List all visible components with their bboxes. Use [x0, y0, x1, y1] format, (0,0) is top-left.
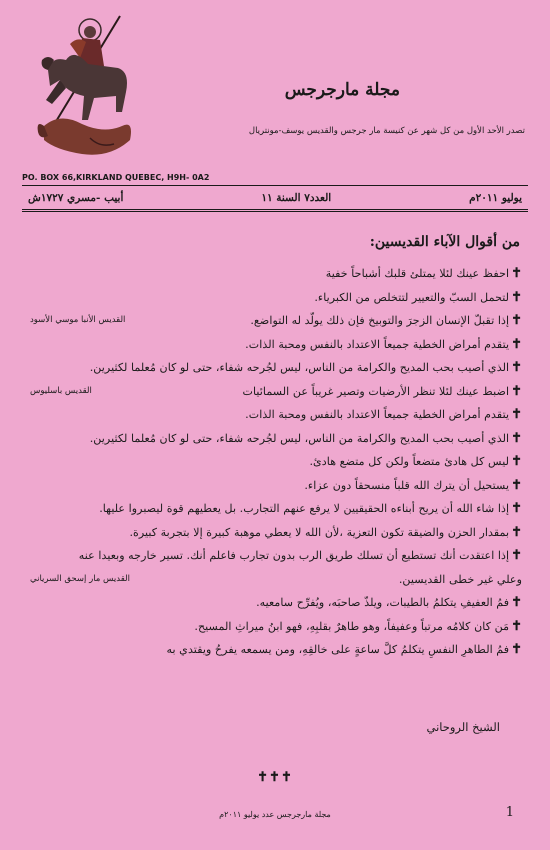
coptic-date: أبيب -مسري ١٧٢٧ش	[28, 192, 124, 204]
section-heading: من أقوال الآباء القديسين:	[369, 234, 520, 250]
po-box-address: PO. BOX 66,KIRKLAND QUEBEC, H9H- 0A2	[22, 173, 210, 182]
cross-bullet-icon: ✝	[511, 595, 522, 610]
saying-item	[22, 474, 522, 498]
saying-item	[22, 380, 522, 404]
saying-item	[22, 262, 522, 286]
saying-item	[22, 333, 522, 357]
saying-text: إذا تقبلّ الإنسان الزجرَ والتوبيخ فإن ذلك يولّد له التواضع.	[250, 314, 510, 327]
saying-text: إذا شاء الله أن يريح أبناءه الحقيقيين لا يرفع عنهم التجارب. بل يعطيهم قوة ليصبروا عليها.	[99, 502, 510, 515]
cross-bullet-icon: ✝	[511, 524, 522, 540]
sayings-list	[22, 262, 522, 662]
cross-bullet-icon: ✝	[511, 407, 522, 422]
saying-text: الذي أصيب بحب المديح والكرامة من الناس، ليس لجُرحه شفاء، حتى لو كان مُعلما لكثيرين.	[89, 361, 510, 374]
saying-text: اضبط عينك لئلا تنظر الأرضيات وتصير غريباً عن السمائيات	[242, 384, 510, 398]
header-divider	[22, 185, 528, 186]
cross-bullet-icon: ✝	[511, 501, 522, 516]
saying-item	[22, 615, 522, 639]
signature: الشيخ الروحاني	[426, 720, 500, 734]
cross-bullet-icon: ✝	[511, 266, 522, 281]
st-george-dragon-icon	[30, 8, 140, 168]
issue-number: العدد٧ السنة ١١	[261, 192, 332, 204]
page-number: 1	[505, 805, 514, 820]
saying-text: إذا اعتقدت أنك تستطيع أن تسلك طريق الرب بدون تجارب فاعلم أنك. تسير خارجه وبعيدا عنه	[78, 549, 510, 562]
saying-text: ليس كل هادئ متضعاً ولكن كل متضع هادئ.	[309, 455, 510, 468]
saying-item	[22, 356, 522, 380]
cross-bullet-icon: ✝	[511, 360, 522, 375]
saint-attribution: القديس مار إسحق السرياني	[30, 573, 130, 584]
cross-bullet-icon: ✝	[511, 477, 522, 493]
saying-item	[22, 544, 522, 568]
magazine-subtitle: تصدر الأحد الأول من كل شهر عن كنيسة مار جرجس والقديس يوسف-مونتريال	[248, 126, 525, 136]
saying-text: احفظ عينك لئلا يمتلئ قلبك أشباحاً خفية	[325, 267, 510, 280]
saying-item	[22, 450, 522, 474]
cross-ornament-icon: ✝✝✝	[257, 770, 293, 785]
saying-text: يستحيل أن يترك الله قلباً منسحقاً دون عزاء.	[304, 478, 510, 492]
saying-item	[22, 309, 522, 333]
cross-bullet-icon: ✝	[511, 289, 522, 305]
magazine-title: مجلة مارجرجس	[284, 80, 400, 100]
cross-bullet-icon: ✝	[511, 313, 522, 328]
saying-text: يتقدم أمراض الخطية جميعاً الاعتداد بالنفس ومحبة الذات.	[245, 337, 510, 351]
issue-divider-top	[22, 209, 528, 210]
issue-info-row	[28, 190, 522, 206]
saying-text: مَن كان كلامُه مرتباً وعفيفاً، وهو طاهرٌ بقلبِهِ، فهو ابنُ ميراثِ المسيح.	[194, 619, 510, 633]
saying-text: يتقدم أمراض الخطية جميعاً الاعتداد بالنفس ومحبة الذات.	[245, 408, 510, 421]
cross-bullet-icon: ✝	[511, 642, 522, 657]
saying-item	[22, 497, 522, 521]
saying-item	[22, 568, 522, 592]
cross-bullet-icon: ✝	[511, 548, 522, 563]
cross-bullet-icon: ✝	[511, 430, 522, 446]
saying-text: فمُ الطاهرِ النفسِ يتكلمُ كلَّ ساعةٍ على خالقِهِ، ومن يسمعه يفرحُ ويقتدي به	[166, 643, 510, 656]
saint-attribution: القديس الأنبا موسي الأسود	[30, 315, 126, 325]
saying-item	[22, 427, 522, 451]
saying-item	[22, 591, 522, 615]
issue-divider-bottom	[22, 211, 528, 212]
issue-date: يوليو ٢٠١١م	[469, 192, 522, 204]
saint-attribution: القديس باسليوس	[30, 385, 92, 396]
cross-bullet-icon: ✝	[511, 618, 522, 634]
saying-item	[22, 403, 522, 427]
saying-text: وعلي غير خطى القديسين.	[398, 572, 522, 586]
cross-bullet-icon: ✝	[511, 383, 522, 399]
saying-text: فمُ العفيفِ يتكلمُ بالطيبات، ويلذّ صاحبَه، ويُفرِّح سامعيه.	[256, 596, 510, 609]
saying-item	[22, 521, 522, 545]
saying-text: الذي أصيب بحب المديح والكرامة من الناس، ليس لجُرحه شفاء، حتى لو كان مُعلما لكثيرين.	[89, 431, 510, 445]
saying-item	[22, 286, 522, 310]
saying-item	[22, 638, 522, 662]
saying-text: لتحمل السبّ والتعيير لتتخلص من الكبرياء.	[314, 290, 510, 304]
cross-bullet-icon: ✝	[511, 336, 522, 352]
cross-bullet-icon: ✝	[511, 454, 522, 469]
footer-text: مجلة مارجرجس عدد يوليو ٢٠١١م	[219, 810, 331, 819]
saying-text: بمقدار الحزن والضيقة تكون التعزية ،لأن الله لا يعطي موهبة كبيرة إلا بتجربة كبيرة.	[129, 525, 510, 539]
